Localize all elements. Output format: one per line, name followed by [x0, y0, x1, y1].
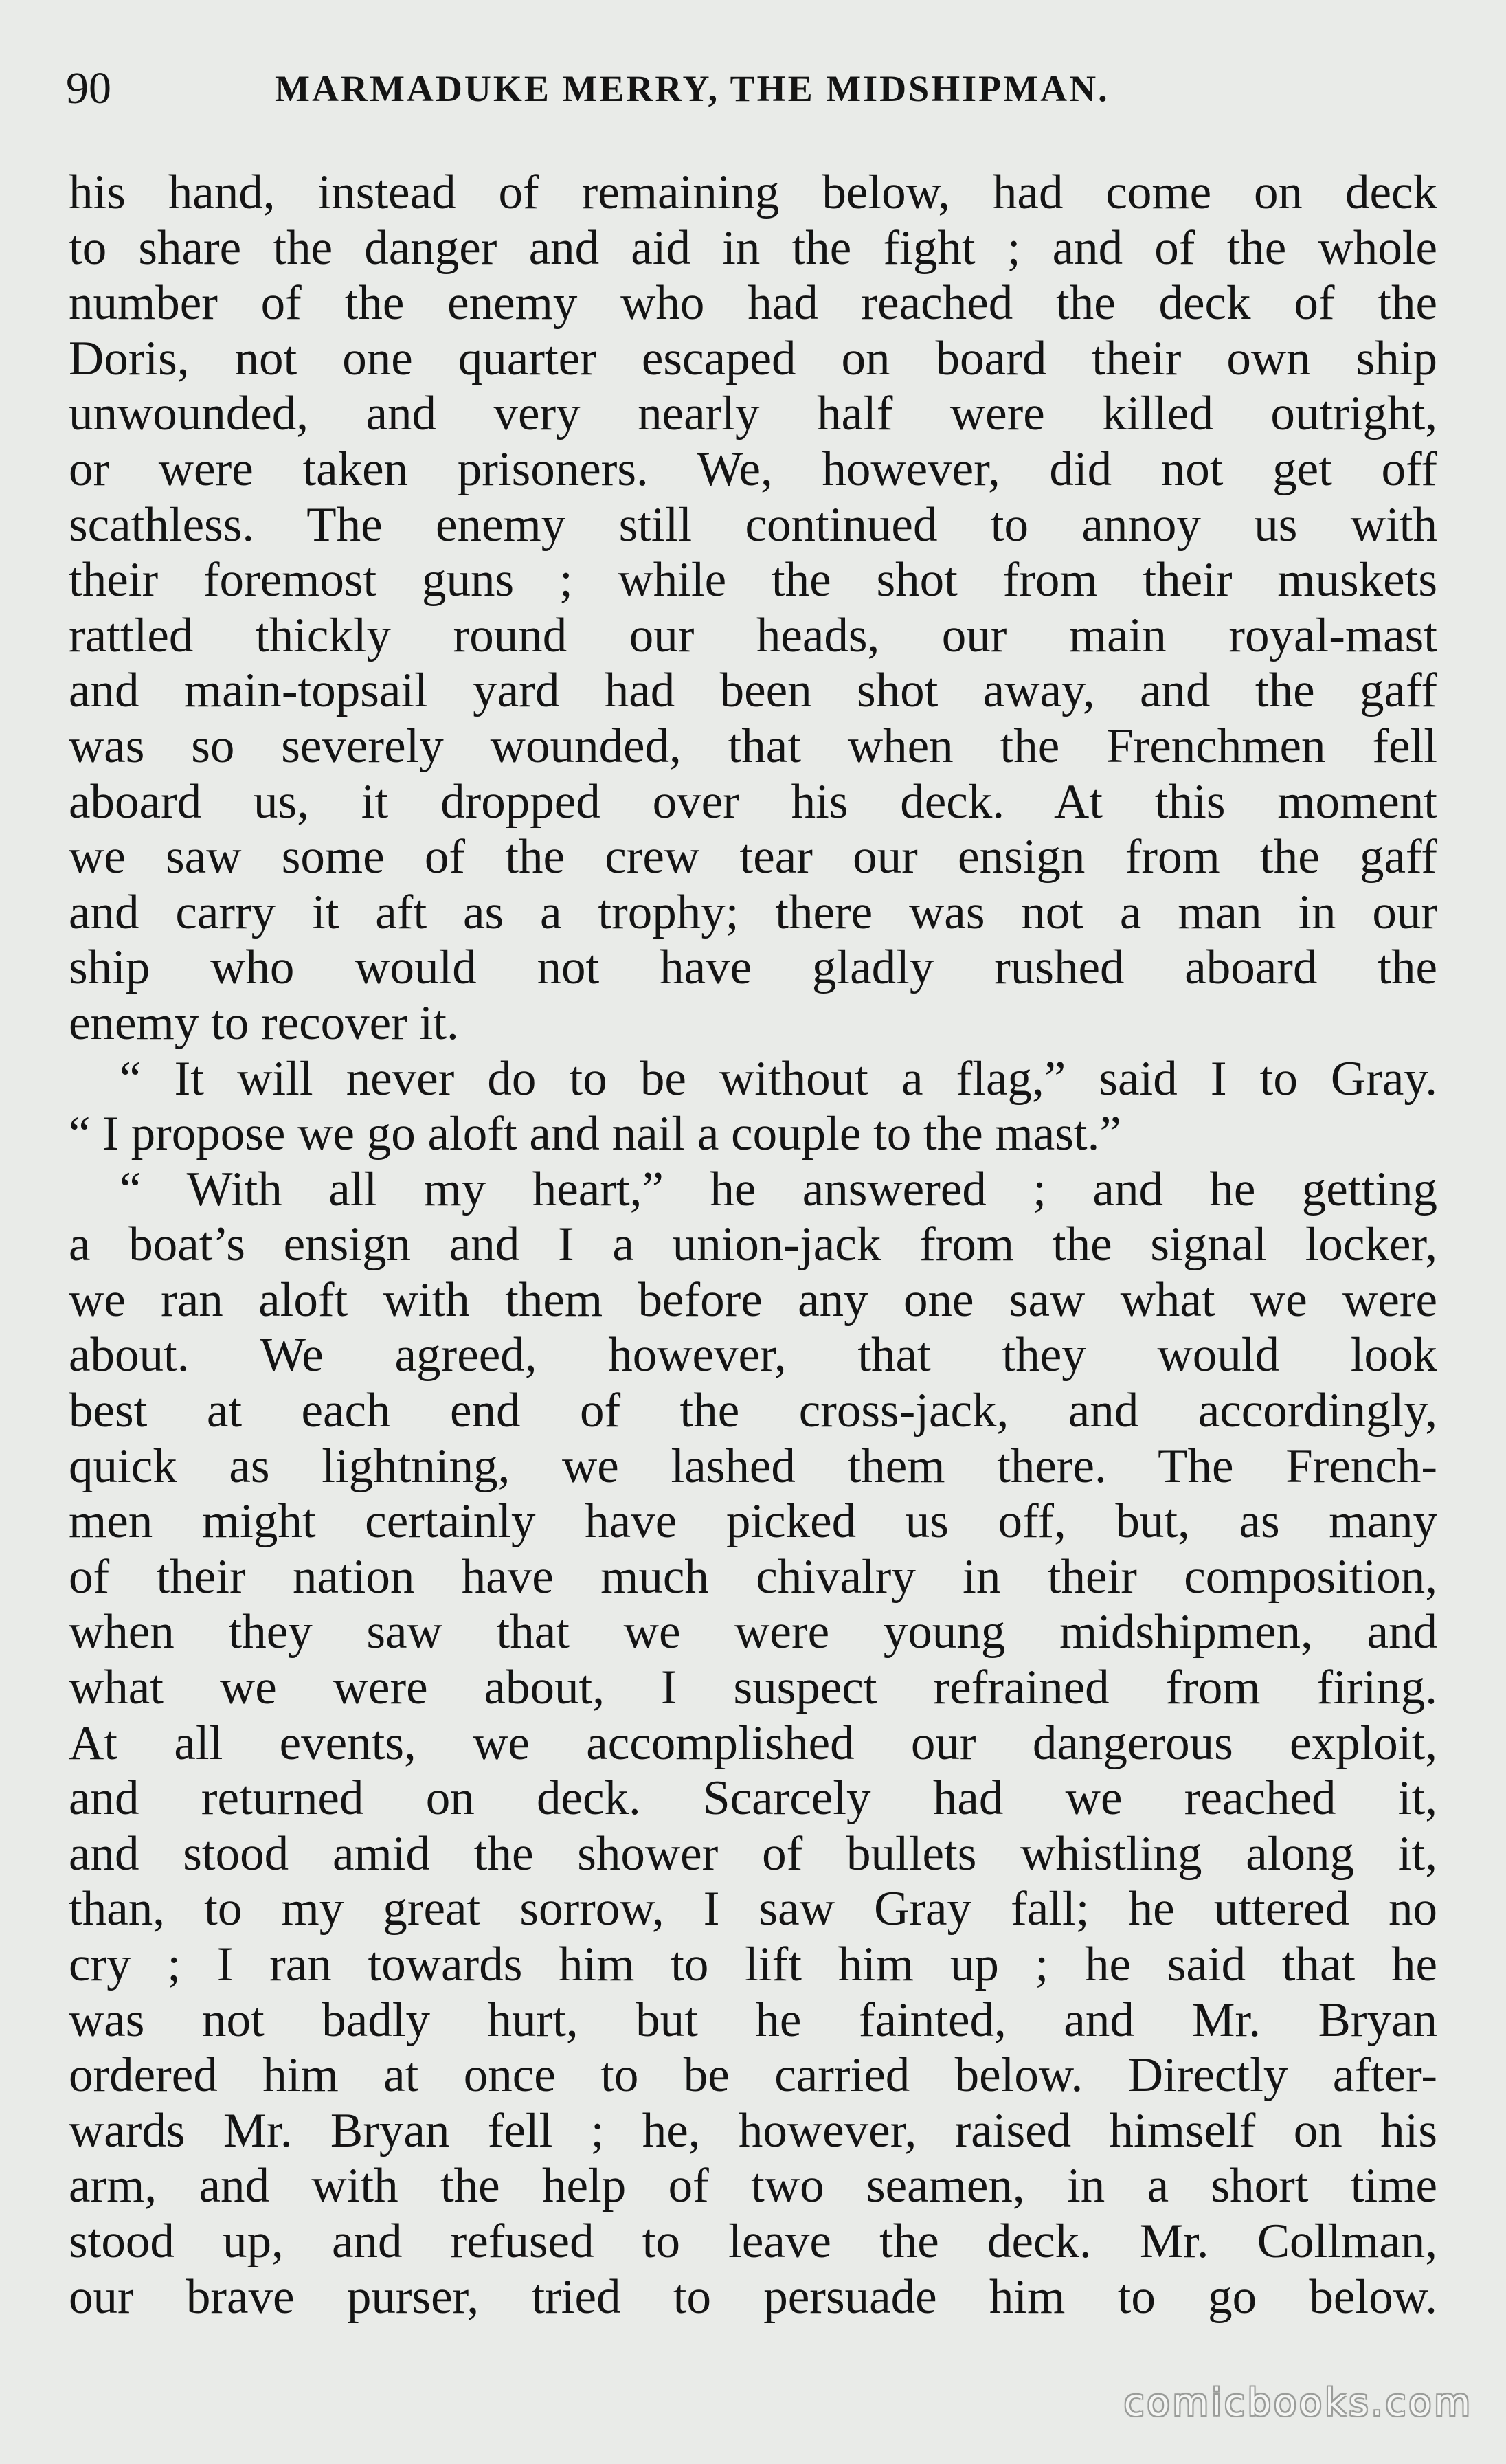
text-line: wards Mr. Bryan fell ; he, however, raised himself on his — [69, 2103, 1437, 2158]
text-line: when they saw that we were young midshipmen, and — [69, 1605, 1437, 1659]
text-line: arm, and with the help of two seamen, in a short time — [69, 2159, 1437, 2213]
text-line: ordered him at once to be carried below. Directly after- — [69, 2048, 1437, 2103]
text-line: unwounded, and very nearly half were killed outright, — [69, 387, 1437, 441]
text-line: Doris, not one quarter escaped on board their own ship — [69, 331, 1437, 385]
text-line: of their nation have much chivalry in their composition, — [69, 1549, 1437, 1604]
text-line: and carry it aft as a trophy; there was not a man in our — [69, 885, 1437, 939]
text-line: enemy to recover it. — [69, 996, 459, 1050]
body-text — [69, 165, 1437, 2325]
text-line: we saw some of the crew tear our ensign from the gaff — [69, 830, 1437, 884]
text-line: cry ; I ran towards him to lift him up ; he said that he — [69, 1938, 1437, 1991]
text-line: and returned on deck. Scarcely had we reached it, — [69, 1771, 1437, 1826]
text-line: we ran aloft with them before any one saw what we were — [69, 1273, 1437, 1327]
text-line: ship who would not have gladly rushed aboard the — [69, 941, 1437, 995]
text-line: about. We agreed, however, that they would look — [69, 1328, 1437, 1382]
text-line: “ I propose we go aloft and nail a couple to the mast.” — [69, 1107, 1121, 1161]
text-line: than, to my great sorrow, I saw Gray fall; he uttered no — [69, 1882, 1437, 1936]
text-line: aboard us, it dropped over his deck. At this moment — [69, 774, 1437, 829]
text-line: and main-topsail yard had been shot away, and the gaff — [69, 664, 1437, 718]
text-line: or were taken prisoners. We, however, did not get off — [69, 442, 1437, 496]
text-line: best at each end of the cross-jack, and accordingly, — [69, 1384, 1437, 1438]
text-line: “ With all my heart,” he answered ; and he getting — [120, 1162, 1437, 1216]
text-line: was not badly hurt, but he fainted, and Mr. Bryan — [69, 1993, 1437, 2047]
text-line: stood up, and refused to leave the deck. Mr. Collman, — [69, 2214, 1437, 2268]
text-line: a boat’s ensign and I a union-jack from the signal locker, — [69, 1218, 1437, 1272]
text-line: “ It will never do to be without a flag,” said I to Gray. — [120, 1051, 1437, 1106]
text-line: to share the danger and aid in the fight ; and of the whole — [69, 221, 1437, 275]
text-line: our brave purser, tried to persuade him to go below. — [69, 2270, 1437, 2324]
text-line: number of the enemy who had reached the deck of the — [69, 276, 1437, 331]
text-line: quick as lightning, we lashed them there. The French- — [69, 1439, 1437, 1493]
text-line: scathless. The enemy still continued to annoy us with — [69, 497, 1437, 552]
text-line: their foremost guns ; while the shot from their muskets — [69, 553, 1437, 607]
text-line: At all events, we accomplished our dangerous exploit, — [69, 1716, 1437, 1770]
text-line: and stood amid the shower of bullets whistling along it, — [69, 1826, 1437, 1881]
text-line: what we were about, I suspect refrained from firing. — [69, 1661, 1437, 1715]
text-line: men might certainly have picked us off, but, as many — [69, 1494, 1437, 1549]
text-line: was so severely wounded, that when the Frenchmen fell — [69, 719, 1437, 773]
running-head — [66, 58, 1440, 120]
running-title: MARMADUKE MERRY, THE MIDSHIPMAN. — [275, 68, 1110, 109]
text-line: his hand, instead of remaining below, had come on deck — [69, 166, 1437, 219]
text-line: rattled thickly round our heads, our main royal-mast — [69, 608, 1437, 662]
page-number: 90 — [66, 63, 111, 113]
watermark: comicbooks.com — [1123, 2381, 1473, 2424]
